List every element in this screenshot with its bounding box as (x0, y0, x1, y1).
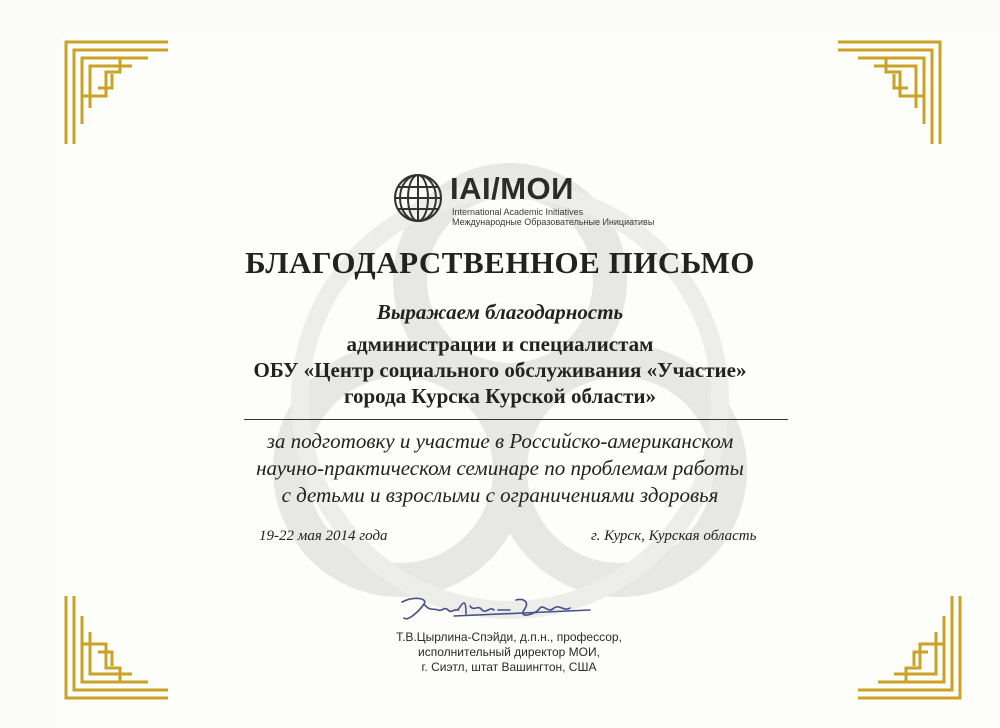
event-place: г. Курск, Курская область (591, 528, 757, 544)
divider-line (244, 419, 788, 420)
logo-name: IAI/МОИ (450, 171, 574, 206)
corner-ornament-top-left (62, 38, 172, 148)
logo-subtitle-english: International Academic Initiatives (452, 207, 584, 217)
recipient-line: ОБУ «Центр социального обслуживания «Участие» (253, 358, 747, 382)
handwritten-signature (394, 592, 594, 626)
signatory-line: исполнительный директор МОИ, (418, 645, 600, 659)
logo-subtitle-russian: Международные Образовательные Инициативы (452, 217, 655, 227)
reason-line: за подготовку и участие в Российско-американском (266, 429, 734, 453)
signatory-line: Т.В.Цырлина-Спэйди, д.п.н., профессор, (396, 630, 622, 644)
signatory-line: г. Сиэтл, штат Вашингтон, США (421, 660, 597, 674)
globe-icon (392, 172, 444, 224)
reason-line: с детьми и взрослыми с ограничениями здоровья (281, 483, 719, 507)
reason-line: научно-практическом семинаре по проблемам работы (256, 456, 744, 480)
organization-logo (392, 172, 672, 228)
corner-ornament-top-right (834, 38, 944, 148)
document-title: БЛАГОДАРСТВЕННОЕ ПИСЬМО (245, 245, 755, 280)
event-date: 19-22 мая 2014 года (259, 528, 388, 544)
recipient-line: администрации и специалистам (346, 332, 654, 356)
recipient-line: города Курска Курской области» (343, 384, 657, 408)
gratitude-line: Выражаем благодарность (376, 300, 624, 324)
